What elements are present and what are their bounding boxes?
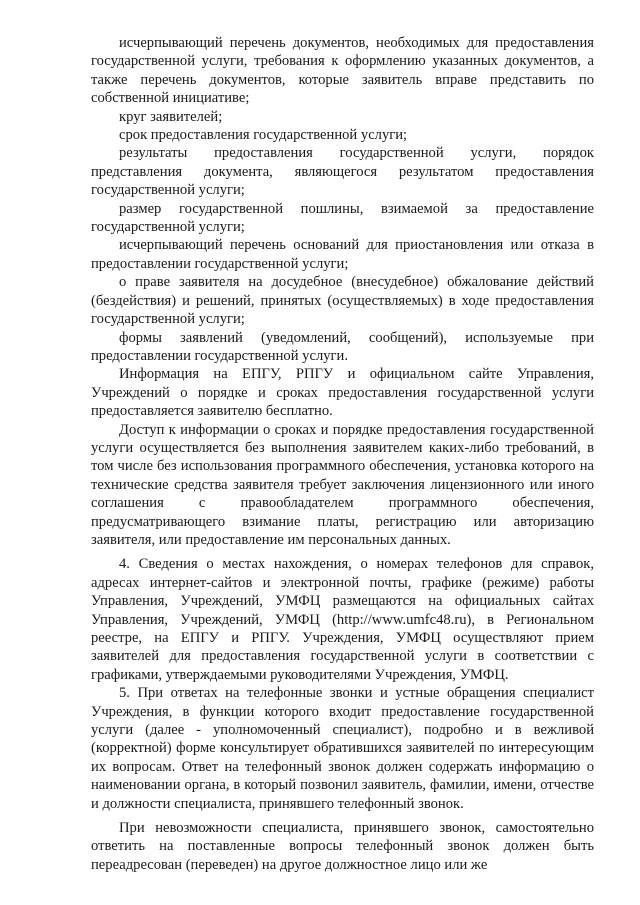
paragraph-grounds-refusal: исчерпывающий перечень оснований для приостановления или отказа в предоставлении государственной услуги;	[91, 237, 594, 272]
paragraph-forms: формы заявлений (уведомлений, сообщений), используемые при предоставлении государственной услуги.	[91, 329, 594, 364]
paragraph-results: результаты предоставления государственной услуги, порядок представления документа, являющегося результатом предоставления государственной услуги;	[91, 145, 594, 199]
paragraph-info-free: Информация на ЕПГУ, РПГУ и официальном сайте Управления, Учреждений о порядке и сроках предоставления государственной услуги предоставляется заявителю бесплатно.	[91, 366, 594, 420]
paragraph-fee: размер государственной пошлины, взимаемой за предоставление государственной услуги;	[91, 200, 594, 236]
paragraph-section-5: 5. При ответах на телефонные звонки и устные обращения специалист Учреждения, в функции которого входит предоставление государственной услуги (далее - уполномоченный специалист), подробно и в вежливой (корректной) форме консультирует обратившихся заявителей по интересующим их вопросам. Ответ на телефонный звонок должен содержать информацию о наименовании органа, в который позвонил заявитель, фамилии, имени, отчестве и должности специалиста, принявшего телефонный звонок.	[91, 685, 594, 812]
paragraph-section-4: 4. Сведения о местах нахождения, о номерах телефонов для справок, адресах интернет-сайтов и электронной почты, графике (режиме) работы Управления, Учреждений, УМФЦ размещаются на официальных сайтах Управления, Учреждений, УМФЦ (http://www.umfc48.ru), в Региональном реестре, на ЕПГУ и РПГУ. Учреждения, УМФЦ осуществляют прием заявителей для предоставления государственной услуги в соответствии с графиками, утверждаемыми руководителями Учреждения, УМФЦ.	[91, 556, 594, 683]
paragraph-documents-list: исчерпывающий перечень документов, необходимых для предоставления государственной услуги, требования к оформлению указанных документов, а также перечень документов, которые заявитель вправе представить по собственной инициативе;	[91, 35, 594, 107]
paragraph-access: Доступ к информации о сроках и порядке предоставления государственной услуги осуществляется без выполнения заявителем каких-либо требований, в том числе без использования программного обеспечения, установка которого на технические средства заявителя требует заключения лицензионного или иного соглашения с правообладателем программного обеспечения, предусматривающего взимание платы, регистрацию или авторизацию заявителя, или предоставление им персональных данных.	[91, 421, 594, 548]
paragraph-term: срок предоставления государственной услуги;	[119, 127, 408, 144]
paragraph-applicants: круг заявителей;	[119, 108, 223, 125]
paragraph-appeal-right: о праве заявителя на досудебное (внесудебное) обжалование действий (бездействия) и решений, принятых (осуществляемых) в ходе предоставления государственной услуги;	[91, 274, 594, 328]
document-body	[91, 34, 594, 874]
paragraph-redirect: При невозможности специалиста, принявшего звонок, самостоятельно ответить на поставленные вопросы телефонный звонок должен быть переадресован (переведен) на другое должностное лицо или же	[91, 820, 594, 873]
